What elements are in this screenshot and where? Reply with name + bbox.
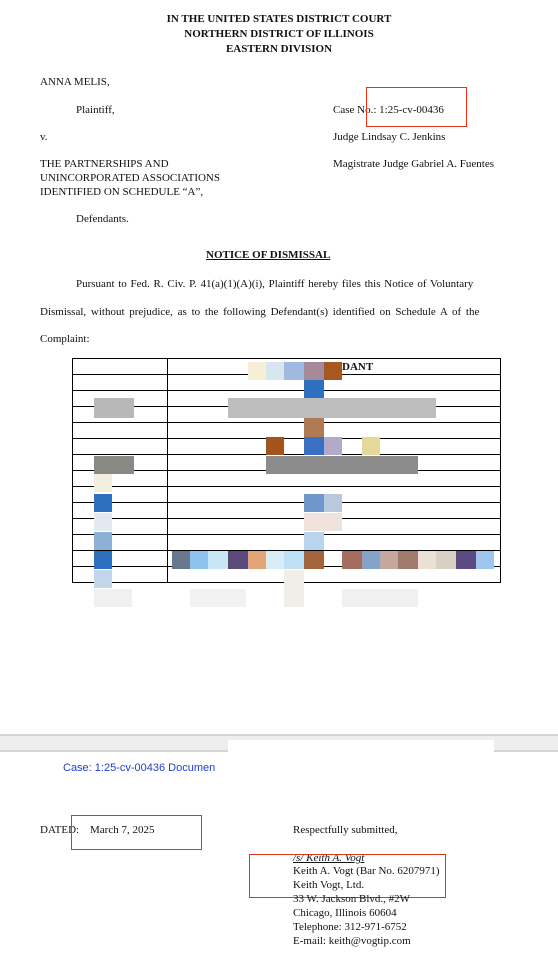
row-number-cell [73,551,168,567]
court-district: NORTHERN DISTRICT OF ILLINOIS [184,28,374,40]
row-number-cell [73,375,168,391]
row-number-cell [73,487,168,503]
plaintiff-name: ANNA MELIS, [40,76,110,88]
attorney-name: Keith A. Vogt (Bar No. 6207971) [293,865,440,877]
email: E-mail: keith@vogtip.com [293,935,411,947]
table-row [73,503,501,519]
notice-title: NOTICE OF DISMISSAL [206,249,331,261]
magistrate-judge: Magistrate Judge Gabriel A. Fuentes [333,158,494,170]
defendant-line-1: THE PARTNERSHIPS AND [40,158,169,170]
table-row [73,439,501,455]
versus: v. [40,131,48,143]
table-row [73,487,501,503]
case-number-highlight [366,87,467,127]
address-line-2: Chicago, Illinois 60604 [293,907,397,919]
row-number-cell [73,359,168,375]
respectfully-submitted: Respectfully submitted, [293,824,398,836]
row-number-cell [73,519,168,535]
date-highlight [71,815,202,850]
plaintiff-role: Plaintiff, [76,104,115,116]
judge: Judge Lindsay C. Jenkins [333,131,446,143]
table-row [73,535,501,551]
defendant-role: Defendants. [76,213,129,225]
dated-label: DATED: [40,824,80,836]
notice-paragraph-line-2: Dismissal, without prejudice, as to the following Defendant(s) identified on Schedule A of the [40,306,480,318]
firm-name: Keith Vogt, Ltd. [293,879,365,891]
notice-paragraph-line-3: Complaint: [40,333,90,345]
court-name: IN THE UNITED STATES DISTRICT COURT [166,13,392,25]
row-number-cell [73,439,168,455]
telephone: Telephone: 312-971-6752 [293,921,407,933]
row-number-cell [73,535,168,551]
schedule-header: DANT [342,361,374,373]
row-number-cell [73,503,168,519]
row-number-cell [73,567,168,583]
signature-line: /s/ Keith A. Vogt [293,852,365,864]
table-row [73,519,501,535]
row-number-cell [73,423,168,439]
defendant-line-3: IDENTIFIED ON SCHEDULE “A”, [40,186,204,198]
address-line-1: 33 W. Jackson Blvd., #2W [293,893,411,905]
notice-paragraph-line-1: Pursuant to Fed. R. Civ. P. 41(a)(1)(A)(i), Plaintiff hereby files this Notice of Voluntary [76,278,474,290]
defendant-line-2: UNINCORPORATED ASSOCIATIONS [40,172,220,184]
ecf-header: Case: 1:25-cv-00436 Documen [63,762,216,774]
redaction-block [228,740,494,778]
case-number: Case No.: 1:25-cv-00436 [333,104,444,116]
court-division: EASTERN DIVISION [225,43,333,55]
table-row [73,423,501,439]
defendant-cell [168,535,501,551]
dated-value: March 7, 2025 [90,824,155,836]
